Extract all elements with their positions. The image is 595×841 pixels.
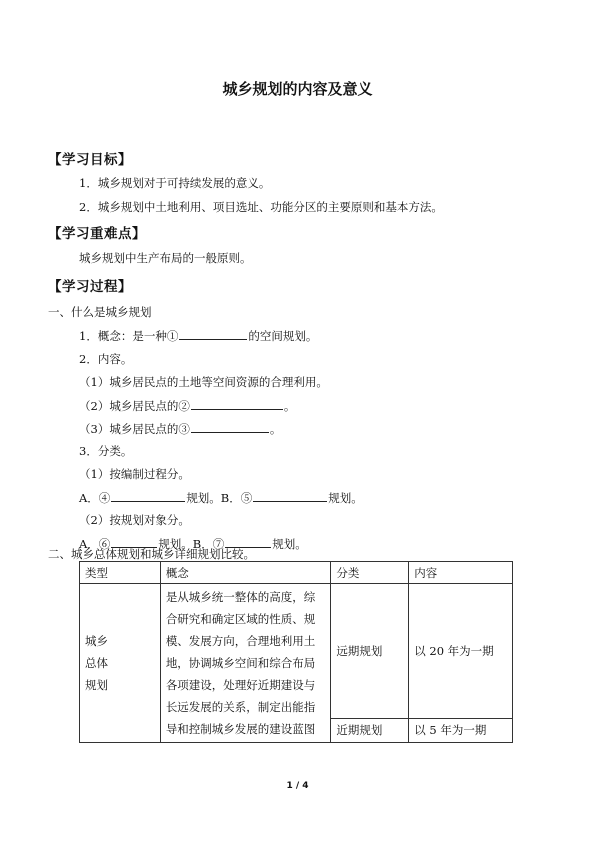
type-line-1: 城乡 <box>85 634 108 648</box>
blank-4[interactable] <box>111 490 185 502</box>
concept-line-3: 模、发展方向，合理地利用土 <box>165 634 316 648</box>
content-item-2 <box>79 398 295 413</box>
page-number: 1 / 4 <box>286 781 309 791</box>
type-line-3: 规划 <box>85 678 108 692</box>
concept-line <box>79 328 317 343</box>
blank-1[interactable] <box>179 328 247 340</box>
content-cell-short-term: 以 5 年为一期 <box>409 718 513 742</box>
header-concept: 概念 <box>160 562 331 584</box>
content-cell-long-term: 以 20 年为一期 <box>409 584 513 719</box>
section-process-heading: 【学习过程】 <box>48 279 132 295</box>
content-item-3 <box>79 421 281 436</box>
category-by-process-answers <box>79 490 363 505</box>
concept-line-2: 合研究和确定区域的性质、规 <box>165 612 316 626</box>
concept-line-5: 各项建设，处理好近期建设与 <box>165 678 316 692</box>
answer-7-suffix: 规划。 <box>272 537 307 551</box>
answer-6-label: A．⑥ <box>79 537 111 551</box>
concept-line-7: 导和控制城乡发展的建设蓝图 <box>165 722 316 736</box>
concept-line-1: 是从城乡统一整体的高度，综 <box>165 590 316 604</box>
blank-3[interactable] <box>191 421 269 433</box>
content-item-2-prefix: （2）城乡居民点的② <box>79 399 190 413</box>
category-by-object: （2）按规划对象分。 <box>79 513 190 527</box>
blank-5[interactable] <box>253 490 327 502</box>
goal-item-2: 2．城乡规划中土地利用、项目选址、功能分区的主要原则和基本方法。 <box>79 200 443 214</box>
concept-line-6: 长远发展的关系，制定出能指 <box>165 700 316 714</box>
process-heading-1: 一、什么是城乡规划 <box>48 305 152 319</box>
blank-2[interactable] <box>191 398 283 410</box>
content-item-3-prefix: （3）城乡居民点的③ <box>79 422 190 436</box>
header-content: 内容 <box>409 562 513 584</box>
concept-suffix: 的空间规划。 <box>248 329 318 343</box>
key-text: 城乡规划中生产布局的一般原则。 <box>79 251 252 265</box>
table-header-row <box>80 562 513 584</box>
content-item-3-suffix: 。 <box>269 422 282 436</box>
content-heading: 2．内容。 <box>79 352 133 366</box>
category-cell-short-term: 近期规划 <box>331 718 409 742</box>
section-goals-heading: 【学习目标】 <box>48 152 132 168</box>
page-title: 城乡规划的内容及意义 <box>222 80 373 98</box>
concept-line-4: 地，协调城乡空间和综合布局 <box>165 656 316 670</box>
answer-4-label: A．④ <box>79 491 111 505</box>
type-line-2: 总体 <box>85 656 108 670</box>
answer-5-label: 规划。B．⑤ <box>186 491 253 505</box>
concept-cell <box>160 584 331 743</box>
concept-prefix: 1．概念：是一种① <box>79 329 179 343</box>
content-item-2-suffix: 。 <box>283 399 296 413</box>
table-row <box>80 584 513 719</box>
type-cell <box>80 584 161 743</box>
content-item-1: （1）城乡居民点的土地等空间资源的合理利用。 <box>79 375 328 389</box>
comparison-table <box>79 561 513 743</box>
header-category: 分类 <box>331 562 409 584</box>
section-key-heading: 【学习重难点】 <box>48 226 146 242</box>
answer-7-label: 规划。B．⑦ <box>158 537 225 551</box>
category-heading: 3．分类。 <box>79 444 133 458</box>
category-cell-long-term: 远期规划 <box>331 584 409 719</box>
process-heading-2: 二、城乡总体规划和城乡详细规划比较。 <box>48 547 255 561</box>
header-type: 类型 <box>80 562 161 584</box>
answer-5-suffix: 规划。 <box>328 491 363 505</box>
category-by-process: （1）按编制过程分。 <box>79 467 190 481</box>
goal-item-1: 1．城乡规划对于可持续发展的意义。 <box>79 176 271 190</box>
